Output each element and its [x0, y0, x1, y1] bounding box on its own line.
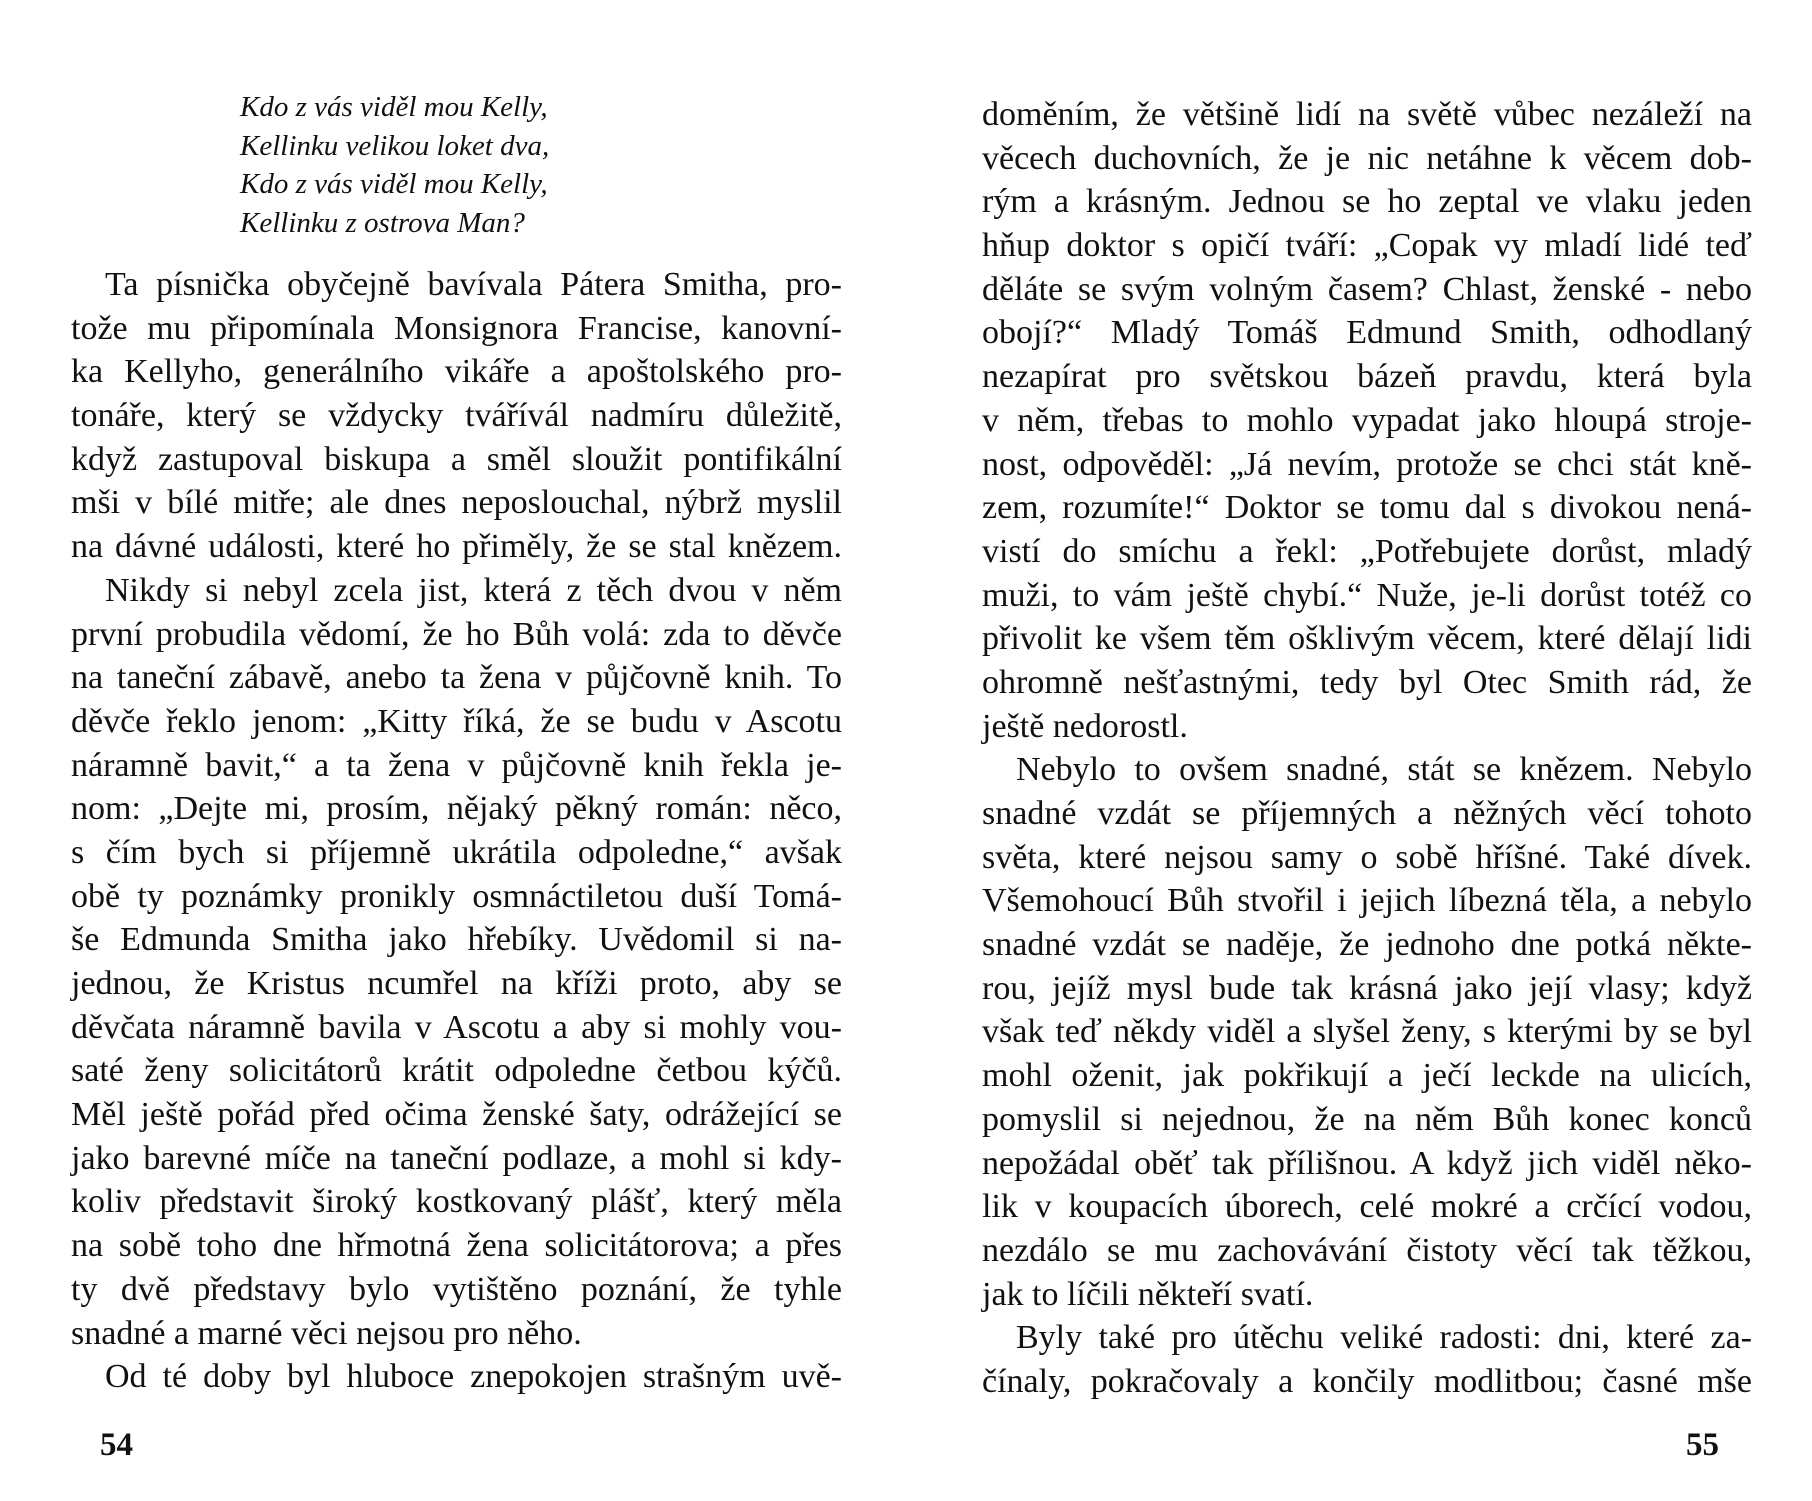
text-line: nezdálo se mu zachovávání čistoty věcí tak těžkou,: [982, 1231, 1752, 1269]
text-line: když zastupoval biskupa a směl sloužit pontifikální: [71, 440, 842, 478]
text-line: obě ty poznámky pronikly osmnáctiletou duší Tomá-: [71, 877, 842, 915]
text-line: snadné vzdát se příjemných a něžných věcí tohoto: [982, 795, 1752, 832]
text-line: na sobě toho dne hřmotná žena solicitátorova; a přes: [71, 1227, 842, 1265]
left-page-text: [71, 263, 842, 1399]
text-line: nezapírat pro světskou bázeň pravdu, která byla: [982, 358, 1752, 396]
text-line: doměním, že většině lidí na světě vůbec nezáleží na: [982, 96, 1752, 133]
right-page-text: [982, 93, 1752, 1404]
text-line: děvče řeklo jenom: „Kitty říká, že se budu v Ascotu: [71, 702, 842, 740]
text-line: jednou, že Kristus ncumřel na kříži proto, aby se: [71, 965, 842, 1002]
text-line: Ta písnička obyčejně bavívala Pátera Smitha, pro-: [105, 266, 842, 303]
text-line: na taneční zábavě, anebo ta žena v půjčovně knih. To: [71, 659, 842, 697]
text-line: ty dvě představy bylo vytištěno poznání, že tyhle: [71, 1270, 842, 1308]
epigraph-poem: [240, 88, 549, 242]
text-line: mohl oženit, jak pokřikují a ječí leckde na ulicích,: [982, 1057, 1752, 1095]
text-line: náramně bavit,“ a ta žena v půjčovně knih řekla je-: [71, 746, 842, 784]
text-line: jako barevné míče na taneční podlaze, a mohl si kdy-: [71, 1139, 842, 1177]
page-number: 54: [100, 1427, 133, 1463]
text-line: Od té doby byl hluboce znepokojen strašným uvě-: [105, 1358, 842, 1396]
text-line: snadné vzdát se naděje, že jednoho dne potká někte-: [982, 926, 1752, 964]
text-line: lik v koupacích úborech, celé mokré a crčící vodou,: [982, 1188, 1752, 1226]
text-line: rou, jejíž mysl bude tak krásná jako její vlasy; když: [982, 969, 1752, 1007]
text-line: na dávné události, které ho přiměly, že se stal knězem.: [71, 528, 842, 566]
poem-line: Kdo z vás viděl mou Kelly,: [240, 91, 548, 123]
text-line: hňup doktor s opičí tváří: „Copak vy mladí lidé teď: [982, 227, 1752, 265]
text-line: Byly také pro útěchu veliké radosti: dni, které za-: [1016, 1319, 1752, 1357]
text-line: tonáře, který se vždycky tvářívál nadmíru důležitě,: [71, 397, 842, 435]
text-line: děláte se svým volným časem? Chlast, ženské - nebo: [982, 270, 1752, 308]
poem-line: Kellinku velikou loket dva,: [240, 129, 550, 162]
text-line: še Edmunda Smitha jako hřebíky. Uvědomil si na-: [71, 921, 842, 959]
text-line: první probudila vědomí, že ho Bůh volá: zda to děvče: [71, 615, 842, 653]
page-number: 55: [1686, 1427, 1719, 1463]
poem-line: Kdo z vás viděl mou Kelly,: [240, 168, 548, 200]
text-line: Nebylo to ovšem snadné, stát se knězem. Nebylo: [1016, 751, 1752, 789]
text-line: s čím bych si příjemně ukrátila odpoledne,“ avšak: [71, 833, 842, 871]
text-line: světa, které nejsou samy o sobě hříšné. Také dívek.: [982, 838, 1752, 876]
text-line: v něm, třebas to mohlo vypadat jako hloupá stroje-: [982, 401, 1752, 439]
text-line: ještě nedorostl.: [982, 707, 1188, 745]
text-line: Nikdy si nebyl zcela jist, která z těch dvou v něm: [105, 571, 842, 609]
text-line: Všemohoucí Bůh stvořil i jejich líbezná těla, a nebylo: [982, 882, 1752, 920]
text-line: rým a krásným. Jednou se ho zeptal ve vlaku jeden: [982, 183, 1752, 221]
text-line: však teď někdy viděl a slyšel ženy, s kterými by se byl: [982, 1013, 1752, 1051]
text-line: zem, rozumíte!“ Doktor se tomu dal s divokou nená-: [982, 489, 1752, 527]
text-line: muži, to vám ještě chybí.“ Nuže, je-li dorůst totéž co: [982, 576, 1752, 614]
text-line: mši v bílé mitře; ale dnes neposlouchal, nýbrž myslil: [71, 484, 842, 522]
text-line: saté ženy solicitátorů krátit odpoledne četbou kýčů.: [71, 1052, 842, 1090]
text-line: nost, odpověděl: „Já nevím, protože se chci stát kně-: [982, 445, 1752, 483]
right-page: [906, 0, 1812, 1501]
text-line: děvčata náramně bavila v Ascotu a aby si mohly vou-: [71, 1008, 842, 1046]
text-line: obojí?“ Mladý Tomáš Edmund Smith, odhodlaný: [982, 314, 1752, 352]
text-line: vistí do smíchu a řekl: „Potřebujete dorůst, mladý: [982, 532, 1752, 570]
text-line: věcech duchovních, že je nic netáhne k věcem dob-: [982, 139, 1752, 177]
text-line: jak to líčili někteří svatí.: [982, 1275, 1314, 1313]
text-line: pomyslil si nejednou, že na něm Bůh konec konců: [982, 1100, 1752, 1138]
text-line: přivolit ke všem těm ošklivým věcem, které dělají lidi: [982, 620, 1752, 658]
text-line: koliv představit široký kostkovaný plášť, který měla: [71, 1183, 842, 1221]
text-line: nom: „Dejte mi, prosím, nějaký pěkný román: něco,: [71, 790, 842, 828]
text-line: tože mu připomínala Monsignora Francise, kanovní-: [71, 309, 842, 347]
text-line: ka Kellyho, generálního vikáře a apoštolského pro-: [71, 353, 842, 391]
text-line: ohromně nešťastnými, tedy byl Otec Smith rád, že: [982, 663, 1752, 701]
text-line: snadné a marné věci nejsou pro něho.: [71, 1314, 582, 1352]
text-line: nepožádal oběť tak přílišnou. A když jich viděl něko-: [982, 1144, 1752, 1182]
poem-line: Kellinku z ostrova Man?: [240, 206, 525, 239]
text-line: Měl ještě pořád před očima ženské šaty, odrážející se: [71, 1096, 842, 1134]
text-line: čínaly, pokračovaly a končily modlitbou; časné mše: [982, 1362, 1752, 1400]
